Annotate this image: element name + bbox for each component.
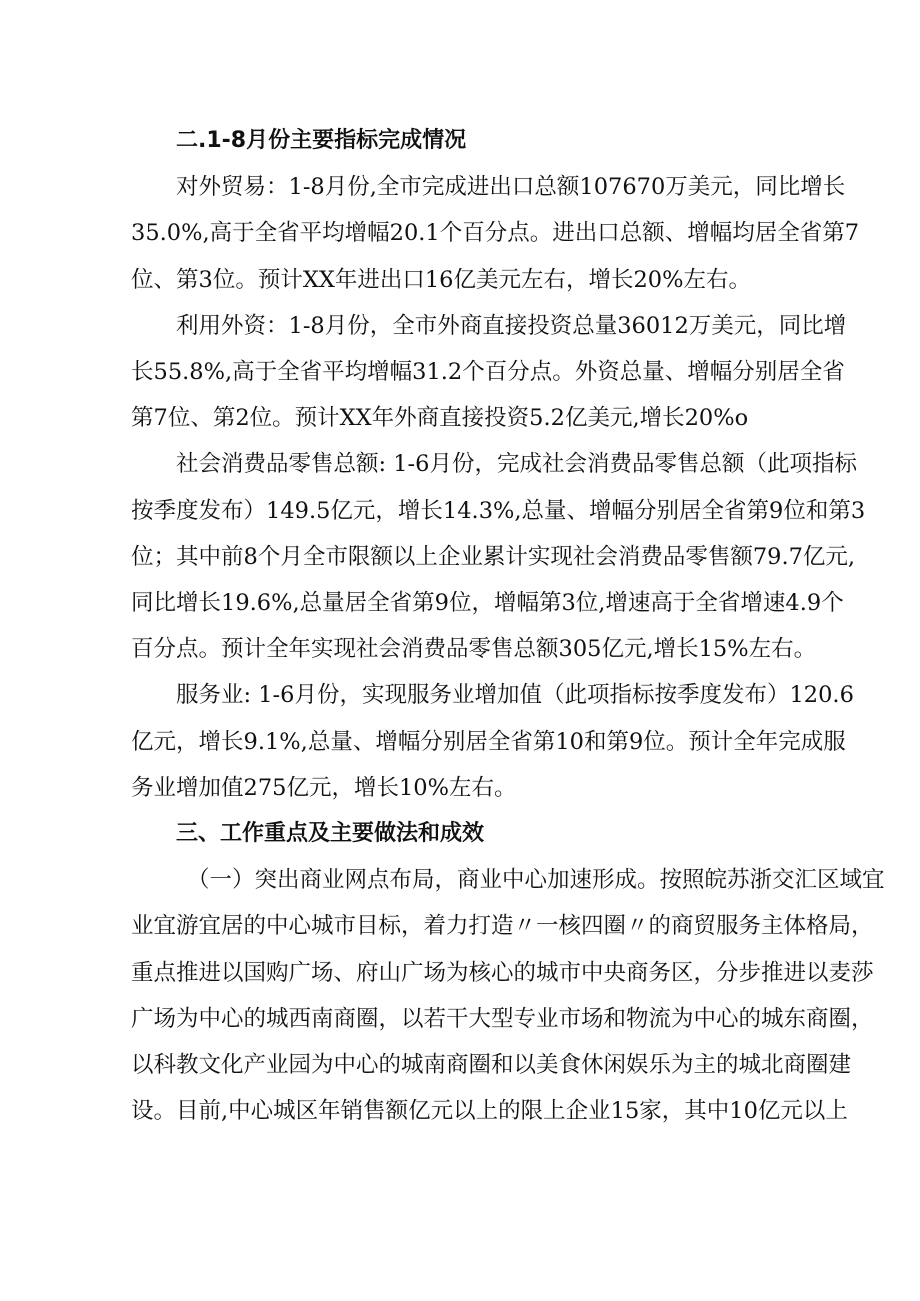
text-line: 务业增加值275亿元，增长10%左右。 (131, 774, 517, 801)
document-body (131, 118, 885, 1134)
text-line: 第7位、第2位。预计XX年外商直接投资5.2亿美元,增长20%o (131, 405, 749, 432)
paragraph-foreign-trade (131, 164, 860, 303)
text-line: 社会消费品零售总额: 1-6月份，完成社会消费品零售总额（此项指标 (176, 451, 857, 478)
text-line: 对外贸易：1-8月份,全市完成进出口总额107670万美元，同比增长 (176, 174, 846, 201)
text-line: 百分点。预计全年实现社会消费品零售总额305亿元,增长15%左右。 (131, 636, 817, 663)
paragraph-foreign-investment (131, 303, 847, 442)
text-line: 位、第3位。预计XX年进出口16亿美元左右，增长20%左右。 (131, 266, 751, 293)
section-heading-indicators: 二.1-8月份主要指标完成情况 (176, 128, 467, 153)
text-line: 35.0%,高于全省平均增幅20.1个百分点。进出口总额、增幅均居全省第7 (131, 220, 860, 247)
text-line: 位；其中前8个月全市限额以上企业累计实现社会消费品零售额79.7亿元, (131, 543, 856, 570)
paragraph-services (131, 672, 854, 811)
text-line: 利用外资：1-8月份，全市外商直接投资总量36012万美元，同比增 (176, 312, 847, 339)
text-line: 长55.8%,高于全省平均增幅31.2个百分点。外资总量、增幅分别居全省 (131, 359, 845, 385)
paragraph-commerce-layout (131, 857, 885, 1134)
text-line: 重点推进以国购广场、府山广场为核心的城市中央商务区，分步推进以麦莎 (131, 959, 874, 986)
text-line: （一）突出商业网点布局，商业中心加速形成。按照皖苏浙交汇区域宜 (187, 867, 885, 894)
text-line: 广场为中心的城西南商圈，以若干大型专业市场和物流为中心的城东商圈， (131, 1005, 874, 1032)
text-line: 同比增长19.6%,总量居全省第9位，增幅第3位,增速高于全省增速4.9个 (131, 590, 844, 617)
text-line: 服务业: 1-6月份，实现服务业增加值（此项指标按季度发布）120.6 (176, 682, 854, 709)
text-line: 设。目前,中心城区年销售额亿元以上的限上企业15家，其中10亿元以上 (131, 1098, 848, 1125)
text-line: 按季度发布）149.5亿元，增长14.3%,总量、增幅分别居全省第9位和第3 (131, 497, 866, 524)
text-line: 业宜游宜居的中心城市目标，着力打造〃一核四圈〃的商贸服务主体格局， (131, 913, 874, 940)
text-line: 亿元，增长9.1%,总量、增幅分别居全省第10和第9位。预计全年完成服 (131, 728, 846, 755)
paragraph-retail-sales (131, 441, 866, 672)
section-heading-work-focus: 三、工作重点及主要做法和成效 (176, 821, 485, 847)
text-line: 以科教文化产业园为中心的城南商圈和以美食休闲娱乐为主的城北商圈建 (131, 1052, 852, 1079)
